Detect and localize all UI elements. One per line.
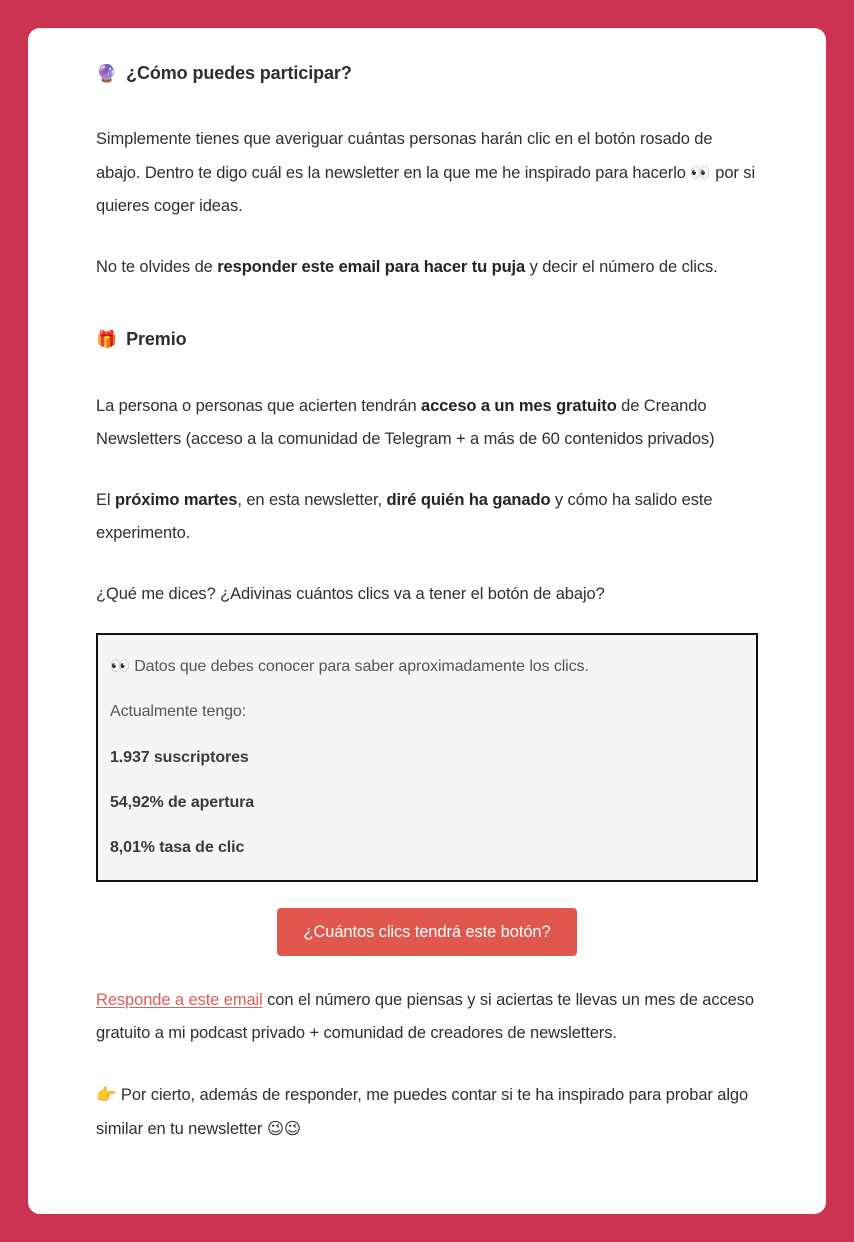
paragraph-martes xyxy=(96,484,758,550)
email-card xyxy=(28,28,826,1214)
heading-como-participar xyxy=(96,62,758,85)
heading-como-participar-label: ¿Cómo puedes participar? xyxy=(126,63,352,83)
paragraph-intro-part1: Simplemente tienes que averiguar cuántas personas harán clic en el botón rosado de abajo. Dentro te digo cuál es la newsletter en la que me he inspirado para hacerlo xyxy=(96,130,713,183)
stats-subtitle: Actualmente tengo: xyxy=(110,703,247,721)
cta-container xyxy=(96,908,758,956)
stats-callout-box xyxy=(96,633,758,882)
paragraph-responde xyxy=(96,984,758,1050)
paragraph-martes-part3: y cómo ha salido este experimento. xyxy=(96,490,713,542)
paragraph-intro-part2: por si quieres coger ideas. xyxy=(96,164,756,216)
eyes-icon: 👀 xyxy=(690,163,711,183)
paragraph-responde-rest: con el número que piensas y si aciertas te llevas un mes de acceso gratuito a mi podcast privado + comunidad de creadores de newsletters. xyxy=(96,990,754,1042)
winking-face-icon: 😉😉 xyxy=(266,1118,302,1138)
paragraph-martes-bold1: próximo martes xyxy=(114,490,238,509)
paragraph-premio-part1: La persona o personas que acierten tendrán xyxy=(96,396,422,415)
paragraph-martes-part2: , en esta newsletter, xyxy=(237,490,387,509)
paragraph-responder-bold: responder este email para hacer tu puja xyxy=(217,258,526,277)
cuantos-clics-button[interactable]: ¿Cuántos clics tendrá este botón? xyxy=(277,908,576,956)
heading-premio xyxy=(96,328,758,351)
heading-premio-label: Premio xyxy=(126,329,187,350)
crystal-ball-icon: 🔮 xyxy=(96,64,118,84)
paragraph-responder xyxy=(96,251,758,284)
paragraph-premio xyxy=(96,390,758,456)
paragraph-responder-part1: No te olvides de xyxy=(96,258,218,277)
paragraph-intro xyxy=(96,123,758,223)
stats-intro-line xyxy=(110,655,744,678)
paragraph-martes-bold2: diré quién ha ganado xyxy=(386,490,551,509)
pointing-right-icon: 👉 xyxy=(96,1084,117,1104)
paragraph-martes-part1: El xyxy=(96,490,115,509)
stats-item-open-rate: 54,92% de apertura xyxy=(110,793,255,811)
paragraph-premio-part2: de Creando Newsletters (acceso a la comunidad de Telegram + a más de 60 contenidos privados) xyxy=(96,396,715,448)
stats-intro-text: Datos que debes conocer para saber aproximadamente los clics. xyxy=(134,657,589,675)
paragraph-pregunta: ¿Qué me dices? ¿Adivinas cuántos clics va a tener el botón de abajo? xyxy=(96,584,605,603)
paragraph-final xyxy=(96,1078,758,1146)
eyes-icon: 👀 xyxy=(110,655,130,675)
paragraph-responder-part2: y decir el número de clics. xyxy=(525,258,718,277)
stats-item-click-rate: 8,01% tasa de clic xyxy=(110,839,245,857)
stats-item-subscribers: 1.937 suscriptores xyxy=(110,748,249,766)
responde-email-link[interactable]: Responde a este email xyxy=(96,990,263,1009)
gift-icon: 🎁 xyxy=(96,330,118,351)
paragraph-final-text: Por cierto, además de responder, me puedes contar si te ha inspirado para probar algo similar en tu newsletter xyxy=(96,1085,749,1138)
paragraph-premio-bold: acceso a un mes gratuito xyxy=(421,396,617,415)
